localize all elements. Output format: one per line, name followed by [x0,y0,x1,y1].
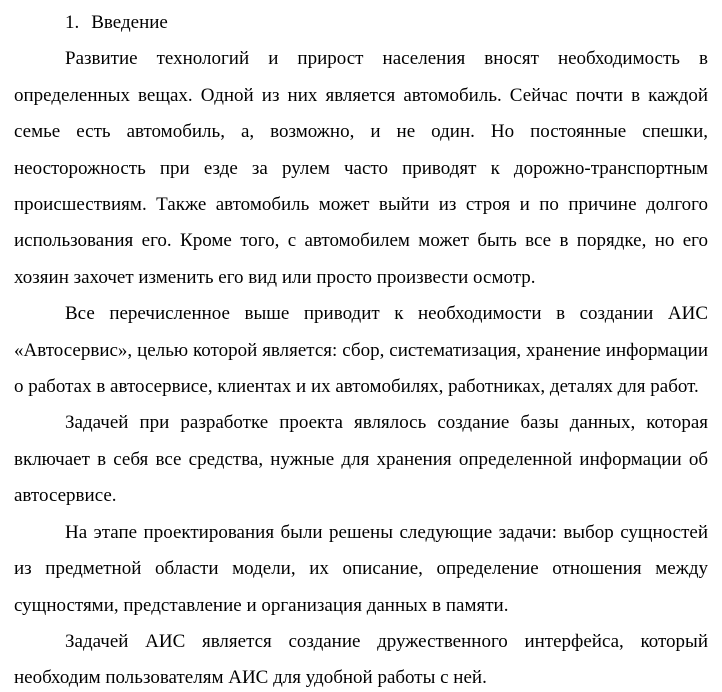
paragraph: Задачей АИС является создание дружественного интерфейса, который необходим пользователям АИС для удобной работы с ней. [14,630,708,689]
paragraph: Задачей при разработке проекта являлось создание базы данных, которая включает в себя все средства, нужные для хранения определенной информации об автосервисе. [14,412,708,507]
section-heading [14,5,708,41]
section-title: Введение [91,12,168,33]
paragraph: Все перечисленное выше приводит к необходимости в создании АИС «Автосервис», целью которой является: сбор, систематизация, хранение информации о работах в автосервисе, клиентах и их автомобилях, работниках, деталях для работ. [14,303,708,398]
section-number: 1. [65,12,80,33]
paragraph: Развитие технологий и прирост населения вносят необходимость в определенных вещах. Одной из них является автомобиль. Сейчас почти в каждой семье есть автомобиль, а, возможно, и не один. Но постоянные спешки, неосторожность при езде за рулем часто приводят к дорожно-транспортным происшествиям. Также автомобиль может выйти из строя и по причине долгого использования его. Кроме того, с автомобилем может быть все в порядке, но его хозяин захочет изменить его вид или просто произвести осмотр. [14,48,708,288]
document-body [14,41,708,692]
paragraph: На этапе проектирования были решены следующие задачи: выбор сущностей из предметной области модели, их описание, определение отношения между сущностями, представление и организация данных в памяти. [14,521,708,616]
